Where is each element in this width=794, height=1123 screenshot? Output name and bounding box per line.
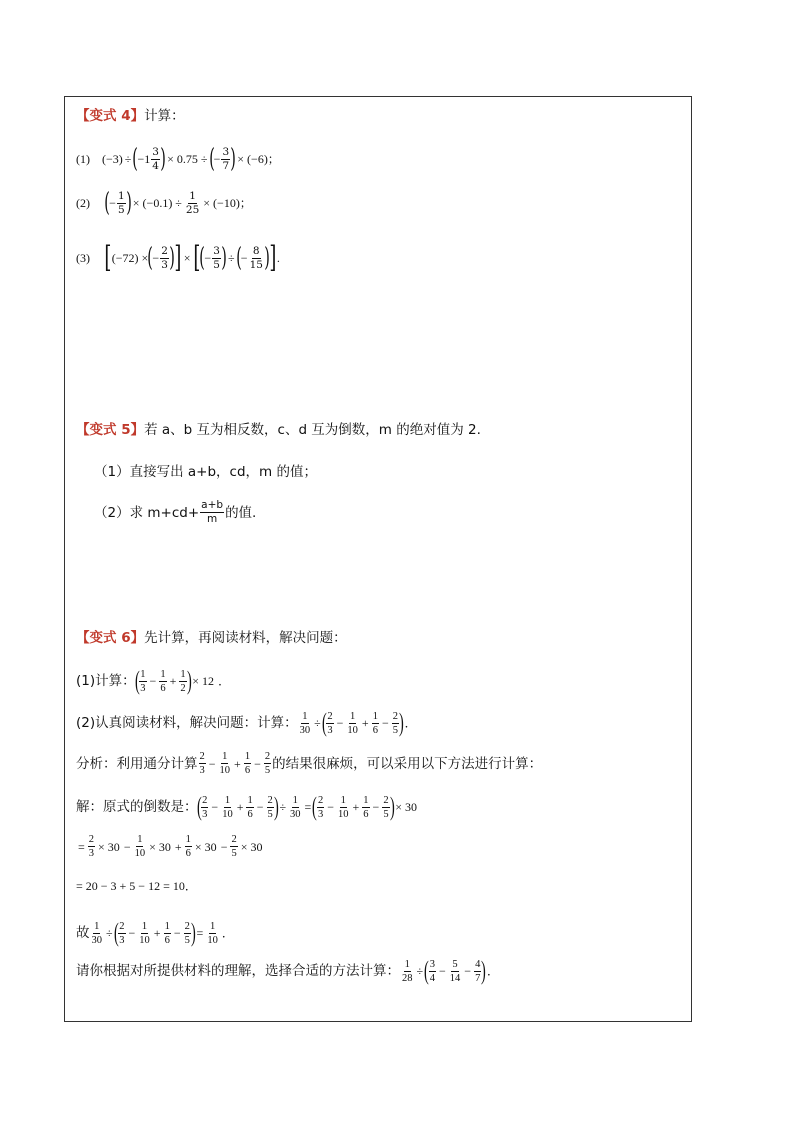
ex6-solution-step [76,834,265,859]
ex4-tag: 【变式 4】 [76,108,145,124]
ex6-final: 请你根据对所提供材料的理解，选择合适的方法计算： $\frac{1}{28}$ ÷ ( $\frac{3}{4}$ − $\frac{5}{14}$ − $\frac{4}{7}$ ) ． [76,956,500,985]
operator: + [169,674,177,688]
operator: − [372,800,380,814]
fraction: $\frac{3}{5}$ [213,244,220,271]
ex6-solution-result: = 20 − 3 + 5 − 12 = 10． [76,879,197,893]
operator: + [361,716,369,730]
fraction: $\frac{1}{25}$ [185,189,200,216]
paren: ) [190,918,196,947]
operator: = [304,800,312,814]
paren: ) [389,792,395,821]
fraction: $\frac{3}{4}$ [429,958,436,984]
fraction: $\frac{1}{10}$ [134,834,146,859]
fraction: $\frac{1}{6}$ [363,794,369,820]
ex4-heading [76,106,185,126]
operator: × 30 [240,839,263,854]
fraction: $\frac{5}{14}$ [449,958,461,984]
fraction: $\frac{3}{7}$ [222,145,230,172]
fraction: $\frac{1}{10}$ [338,794,349,820]
fraction: $\frac{1}{10}$ [222,794,233,820]
operator: ． [487,964,500,978]
operator: + [153,926,161,940]
paren: ( [321,708,327,737]
conclusion-expression [90,920,236,946]
fraction: $\frac{2}{3}$ [119,920,125,946]
fraction: $\frac{1}{6}$ [160,668,166,694]
operator: ÷ [106,926,113,940]
fraction: $\frac{1}{10}$ [139,920,150,946]
operator: − [464,964,472,978]
paren: ( [134,666,140,695]
ex4-intro: 计算： [144,108,185,124]
fraction: $\frac{1}{6}$ [185,834,191,859]
operator: − [211,800,219,814]
fraction: $\frac{2}{3}$ [161,244,168,271]
ex4-problem-3: (3) [ (−72) × ( − $\frac{2}{3}$ ) ] × [ ( − $\frac{3}{5}$ ) ÷ ( − $\frac{8}{15}$ ) ] . [76,240,280,275]
operator: − [327,800,335,814]
operator: = [78,839,85,854]
operator: − [439,964,446,978]
operator: − [254,756,261,771]
fraction: $\frac{1}{30}$ [299,710,311,736]
ex6-question-1: (1)计算： ( $\frac{1}{3}$ − $\frac{1}{6}$ + $\frac{1}{2}$ ) × 12 ． [76,666,231,695]
operator: × 30 [98,839,120,854]
operator: × 30 [395,800,418,814]
fraction: $\frac{1}{6}$ [164,920,170,946]
paren: ( [196,792,202,821]
fraction: $\frac{2}{5}$ [392,710,398,736]
operator: ÷ [416,964,424,978]
ex5-question-2: （2）求 m+cd+ $\frac{a+b}{m}$ 的值. [94,499,257,525]
ex4-problem-1: (1) (−3) ÷ ( −1 $\frac{3}{4}$ ) × 0.75 ÷ ( − $\frac{3}{7}$ ) × (−6)； [76,144,280,174]
operator: ÷ [314,716,321,730]
operator: + [234,756,241,771]
fraction: $\frac{1}{10}$ [219,751,231,776]
ex5-text: 若 a、b 互为相反数，c、d 互为倒数，m 的绝对值为 2. [144,422,481,438]
operator: ． [404,716,417,730]
ex6-analysis: 分析：利用通分计算 $\frac{2}{3}$ − $\frac{1}{10}$ + $\frac{1}{6}$ − $\frac{2}{5}$ 的结果很麻烦，可以采用以下方法进行计算： [76,751,543,776]
operator: + [174,839,182,854]
ex6-tag: 【变式 6】 [76,630,145,646]
fraction: $\frac{2}{5}$ [264,751,271,776]
operator: = [196,926,204,940]
operator: + [236,800,244,814]
paren: ( [113,918,119,947]
fraction: $\frac{8}{15}$ [249,244,263,271]
fraction: $\frac{2}{3}$ [202,794,208,820]
operator: − [128,926,136,940]
fraction: $\frac{3}{4}$ [152,145,159,172]
operator: × 30 [149,839,171,854]
fraction: $\frac{1}{10}$ [207,920,218,946]
operator: − [220,839,228,854]
operator: − [256,800,264,814]
paren: ) [273,792,279,821]
fraction: $\frac{1}{30}$ [290,794,301,820]
paren: ) [481,956,487,985]
fraction: $\frac{2}{3}$ [327,710,333,736]
ex6-solution: 解：原式的倒数是： ( $\frac{2}{3}$ − $\frac{1}{10}$ + $\frac{1}{6}$ − $\frac{2}{5}$ ) ÷ $\frac{1}{30}$ = ( $\frac{2}{3}$ − $\frac{1}{10}$ + $\frac{1}{6}$ − $\frac{2}{5}$ ) × 30 [76,792,418,821]
operator: ． [221,926,234,940]
q1-expression [136,668,232,694]
solution-expression [198,794,420,820]
operator: × 12 [192,674,215,688]
ex4-problem-2: (2) ( − $\frac{1}{5}$ ) × (−0.1) ÷ $\frac{1}{25}$ × (−10)； [76,188,252,218]
fraction: $\frac{1}{6}$ [372,710,378,736]
operator: − [149,674,157,688]
ex6-heading [76,628,347,648]
ex5-heading [76,420,481,440]
q2-expression [298,710,419,736]
fraction: $\frac{1}{6}$ [247,794,253,820]
ex5-tag: 【变式 5】 [76,422,145,438]
fraction: $\frac{2}{5}$ [383,794,389,820]
operator: − [336,716,344,730]
ex6-conclusion: 故 $\frac{1}{30}$ ÷ ( $\frac{2}{3}$ − $\frac{1}{10}$ + $\frac{1}{6}$ − $\frac{2}{5}$ ) = $\frac{1}{10}$ ． [76,918,234,947]
ex6-question-2: (2)认真阅读材料，解决问题：计算： $\frac{1}{30}$ ÷ ( $\frac{2}{3}$ − $\frac{1}{10}$ + $\frac{1}{6}$ − $\frac{2}{5}$ ) ． [76,708,417,737]
fraction: $\frac{1}{2}$ [180,668,186,694]
fraction: $\frac{1}{3}$ [140,668,146,694]
operator: − [208,756,216,771]
fraction: $\frac{1}{30}$ [91,920,102,946]
operator: × 30 [194,839,217,854]
fraction: $\frac{1}{28}$ [402,958,413,984]
fraction: $\frac{4}{7}$ [475,958,481,984]
operator: ÷ [279,800,287,814]
paren: ( [312,792,318,821]
fraction: $\frac{2}{3}$ [317,794,324,820]
fraction: $\frac{1}{5}$ [117,189,125,216]
operator: + [352,800,360,814]
paren: ( [424,956,429,985]
fraction: $\frac{1}{6}$ [244,751,251,776]
paren: ) [398,708,404,737]
ex5-question-1: （1）直接写出 a+b，cd，m 的值； [94,464,317,480]
paren: ) [186,666,192,695]
operator: ． [218,674,231,688]
solution-step-expression [76,834,265,859]
final-expression [400,958,501,984]
fraction: $\frac{2}{3}$ [88,834,95,859]
fraction: $\frac{2}{5}$ [231,834,237,859]
fraction: $\frac{2}{5}$ [184,920,190,946]
operator: − [381,716,389,730]
operator: − [123,839,131,854]
operator: − [173,926,181,940]
fraction: $\frac{2}{3}$ [199,751,205,776]
fraction: $\frac{1}{10}$ [347,710,358,736]
fraction: $\frac{a+b}{m}$ [201,499,224,525]
ex6-text: 先计算，再阅读材料，解决问题： [144,630,347,646]
fraction: $\frac{2}{5}$ [267,794,273,820]
analysis-expression [198,751,273,776]
